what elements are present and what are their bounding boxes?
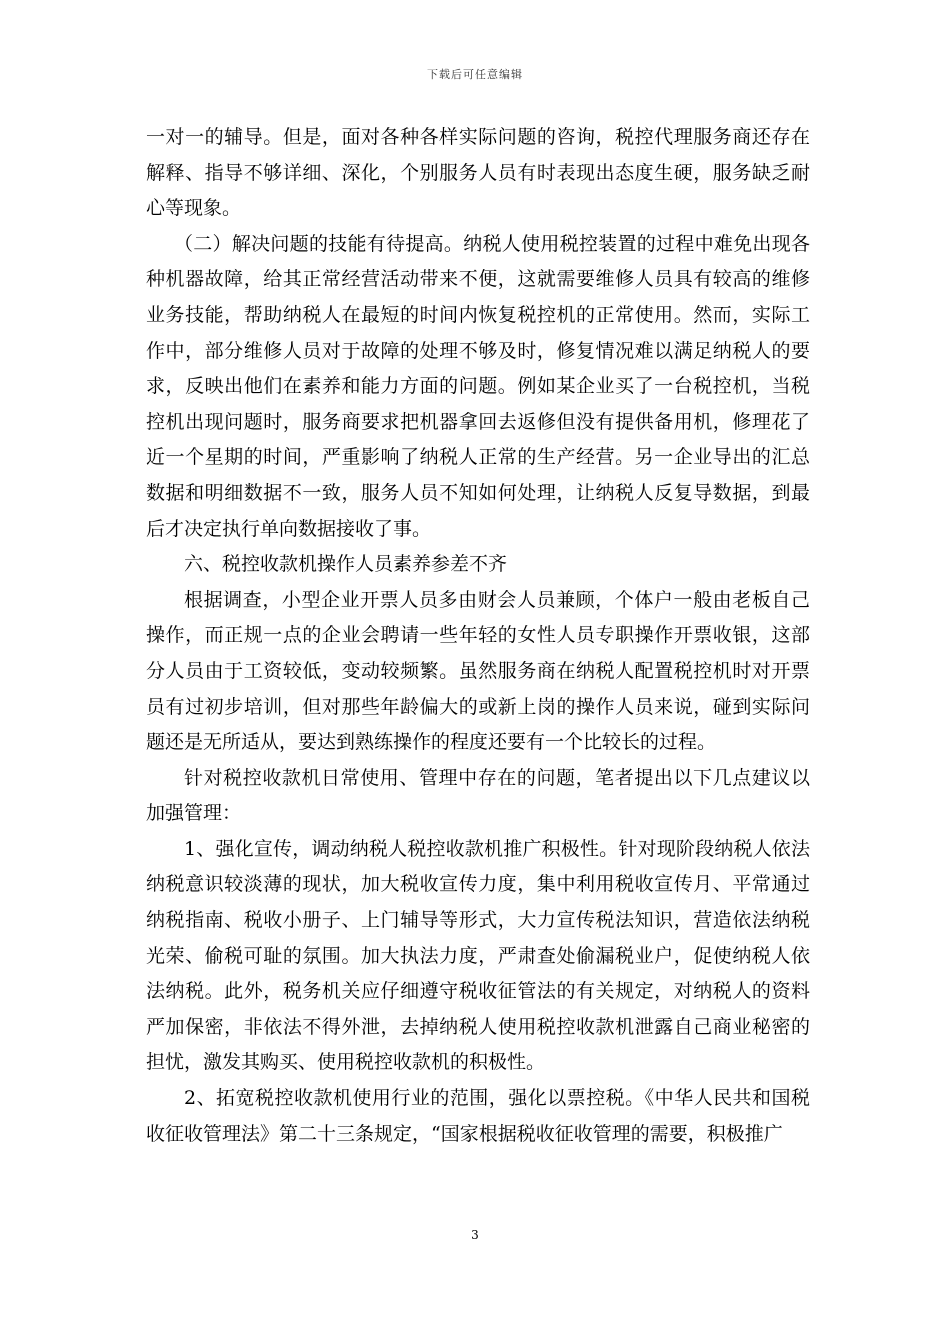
paragraph-continuation: 一对一的辅导。但是，面对各种各样实际问题的咨询，税控代理服务商还存在解释、指导不够详细、深化，个别服务人员有时表现出态度生硬，服务缺乏耐心等现象。	[146, 126, 810, 220]
page-number: 3	[471, 1228, 479, 1242]
paragraph-skills: （二）解决问题的技能有待提高。纳税人使用税控装置的过程中难免出现各种机器故障，给其正常经营活动带来不便，这就需要维修人员具有较高的维修业务技能，帮助纳税人在最短的时间内恢复税控机的正常使用。然而，实际工作中，部分维修人员对于故障的处理不够及时，修复情况难以满足纳税人的要求，反映出他们在素养和能力方面的问题。例如某企业买了一台税控机，当税控机出现问题时，服务商要求把机器拿回去返修但没有提供备用机，修理花了近一个星期的时间，严重影响了纳税人正常的生产经营。另一企业导出的汇总数据和明细数据不一致，服务人员不知如何处理，让纳税人反复导数据，到最后才决定执行单向数据接收了事。	[146, 232, 810, 540]
paragraph-suggestion-1: 1、强化宣传，调动纳税人税控收款机推广积极性。针对现阶段纳税人依法纳税意识较淡薄的现状，加大税收宣传力度，集中利用税收宣传月、平常通过纳税指南、税收小册子、上门辅导等形式，大力宣传税法知识，营造依法纳税光荣、偷税可耻的氛围。加大执法力度，严肃查处偷漏税业户，促使纳税人依法纳税。此外，税务机关应仔细遵守税收征管法的有关规定，对纳税人的资料严加保密，非依法不得外泄，去掉纳税人使用税控收款机泄露自己商业秘密的担忧，激发其购买、使用税控收款机的积极性。	[146, 837, 810, 1074]
section-heading-six: 六、税控收款机操作人员素养参差不齐	[184, 553, 508, 576]
paragraph-survey: 根据调查，小型企业开票人员多由财会人员兼顾，个体户一般由老板自己操作，而正规一点的企业会聘请一些年轻的女性人员专职操作开票收银，这部分人员由于工资较低，变动较频繁。虽然服务商在纳税人配置税控机时对开票员有过初步培训，但对那些年龄偏大的或新上岗的操作人员来说，碰到实际问题还是无所适从，要达到熟练操作的程度还要有一个比较长的过程。	[146, 588, 810, 754]
paragraph-suggestion-2: 2、拓宽税控收款机使用行业的范围，强化以票控税。《中华人民共和国税收征收管理法》第二十三条规定，“国家根据税收征收管理的需要，积极推广	[146, 1087, 810, 1145]
document-body	[146, 120, 810, 1152]
page-header: 下载后可任意编辑	[427, 68, 523, 81]
paragraph-suggestions-intro: 针对税控收款机日常使用、管理中存在的问题，笔者提出以下几点建议以加强管理：	[146, 766, 810, 825]
